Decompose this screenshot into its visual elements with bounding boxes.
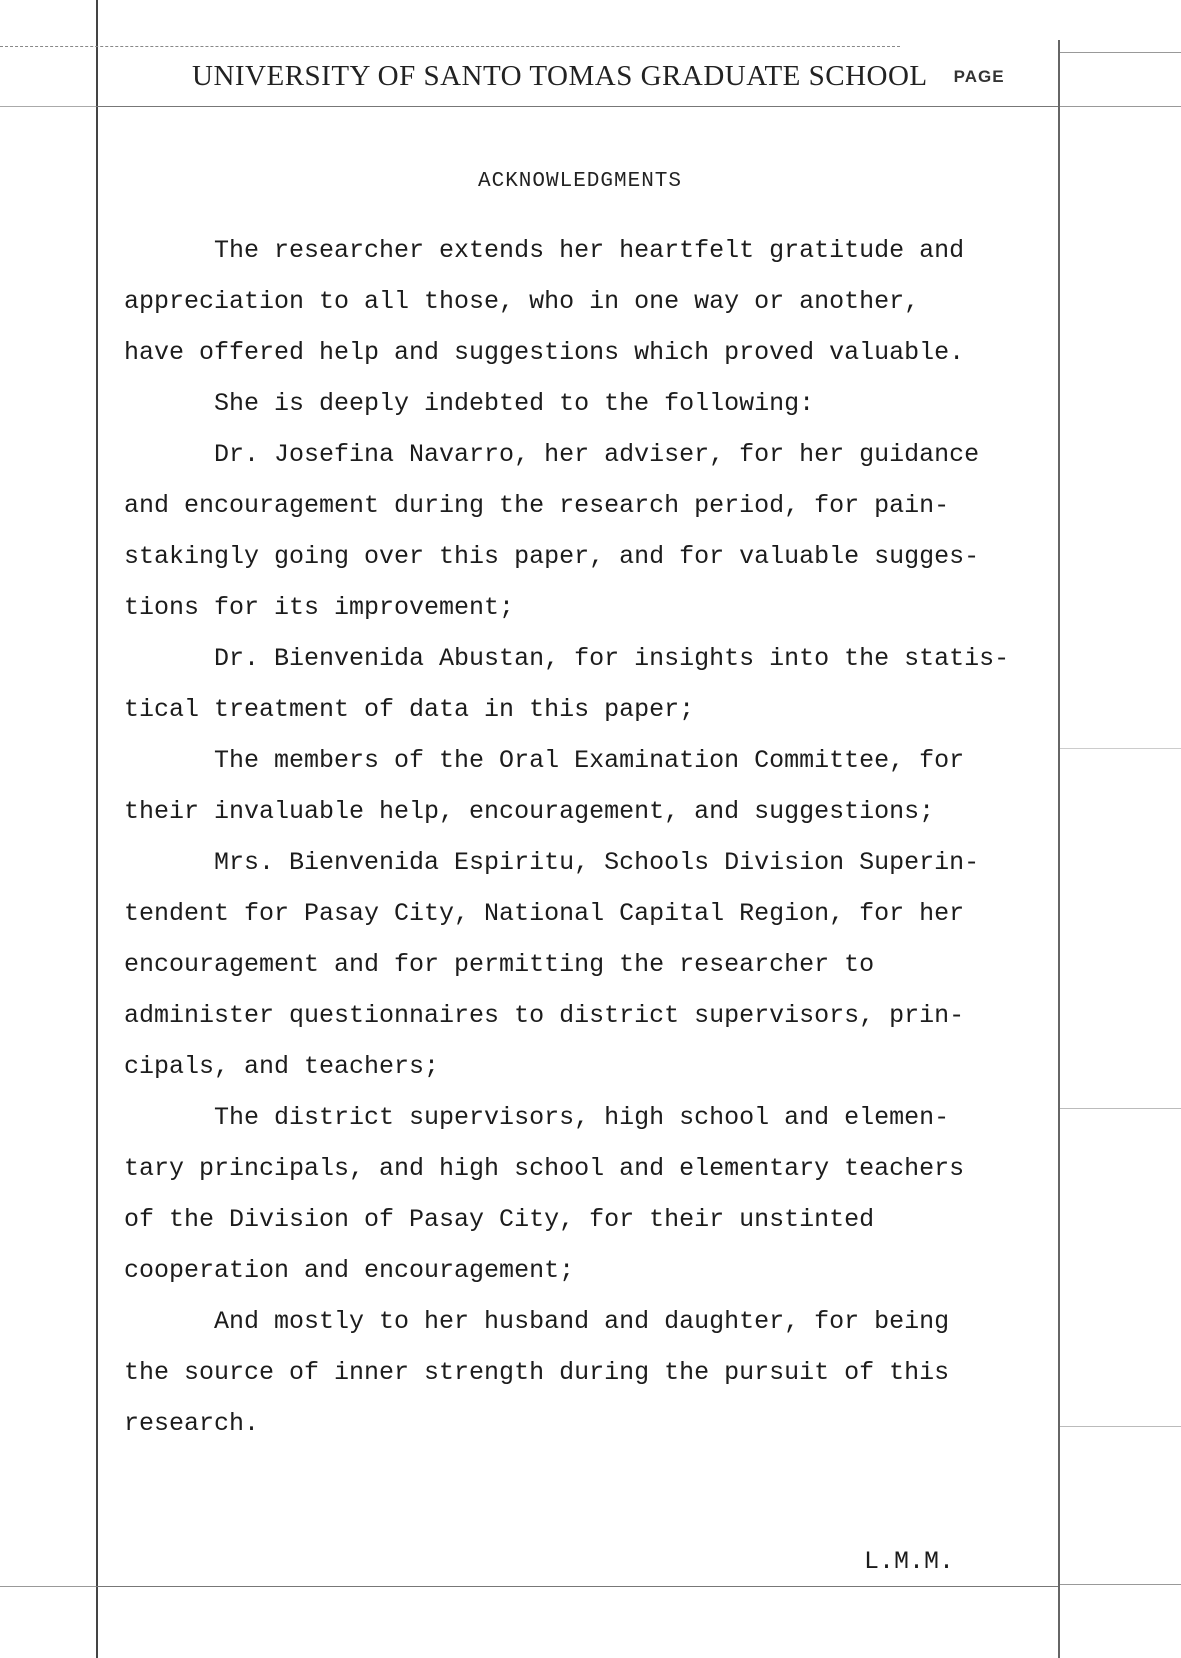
header-title: UNIVERSITY OF SANTO TOMAS GRADUATE SCHOOL <box>192 60 928 92</box>
text-line: research. <box>124 1409 260 1438</box>
header-rule-right <box>1060 106 1181 107</box>
text-line: The district supervisors, high school and elemen- <box>124 1103 950 1132</box>
text-line: cipals, and teachers; <box>124 1052 440 1081</box>
text-line: tary principals, and high school and elementary teachers <box>124 1154 965 1183</box>
text-line: The members of the Oral Examination Committee, for <box>124 746 965 775</box>
text-line: She is deeply indebted to the following: <box>124 389 815 418</box>
margin-mark <box>1060 1108 1181 1109</box>
text-line: And mostly to her husband and daughter, for being <box>124 1307 950 1336</box>
page-label: PAGE <box>953 67 1005 86</box>
text-line: stakingly going over this paper, and for valuable sugges- <box>124 542 980 571</box>
text-line: the source of inner strength during the pursuit of this <box>124 1358 950 1387</box>
bottom-rule-left <box>0 1586 96 1587</box>
top-rule-right <box>1060 52 1181 53</box>
text-line: cooperation and encouragement; <box>124 1256 575 1285</box>
text-line: have offered help and suggestions which proved valuable. <box>124 338 965 367</box>
text-line: appreciation to all those, who in one way or another, <box>124 287 920 316</box>
text-line: tical treatment of data in this paper; <box>124 695 695 724</box>
margin-mark <box>1060 748 1181 749</box>
bottom-rule-right <box>1060 1584 1181 1585</box>
text-line: administer questionnaires to district supervisors, prin- <box>124 1001 965 1030</box>
right-margin-rule <box>1058 40 1060 1658</box>
text-line: and encouragement during the research period, for pain- <box>124 491 950 520</box>
text-line: Dr. Josefina Navarro, her adviser, for her guidance <box>124 440 980 469</box>
signature-initials: L.M.M. <box>864 1547 955 1576</box>
text-line: of the Division of Pasay City, for their unstinted <box>124 1205 875 1234</box>
top-dotted-rule <box>0 46 900 47</box>
header-rule-left <box>0 106 96 107</box>
page-header <box>192 60 1052 104</box>
text-line: their invaluable help, encouragement, and suggestions; <box>124 797 935 826</box>
text-line: tendent for Pasay City, National Capital Region, for her <box>124 899 965 928</box>
page-title: ACKNOWLEDGMENTS <box>477 170 683 193</box>
header-rule <box>96 106 1058 107</box>
text-line: Dr. Bienvenida Abustan, for insights into the statis- <box>124 644 1010 673</box>
margin-mark <box>1060 1426 1181 1427</box>
bottom-rule <box>96 1586 1058 1587</box>
text-line: encouragement and for permitting the researcher to <box>124 950 875 979</box>
text-line: tions for its improvement; <box>124 593 515 622</box>
left-margin-rule <box>96 0 98 1658</box>
text-line: Mrs. Bienvenida Espiritu, Schools Division Superin- <box>124 848 980 877</box>
text-line: The researcher extends her heartfelt gratitude and <box>124 236 965 265</box>
